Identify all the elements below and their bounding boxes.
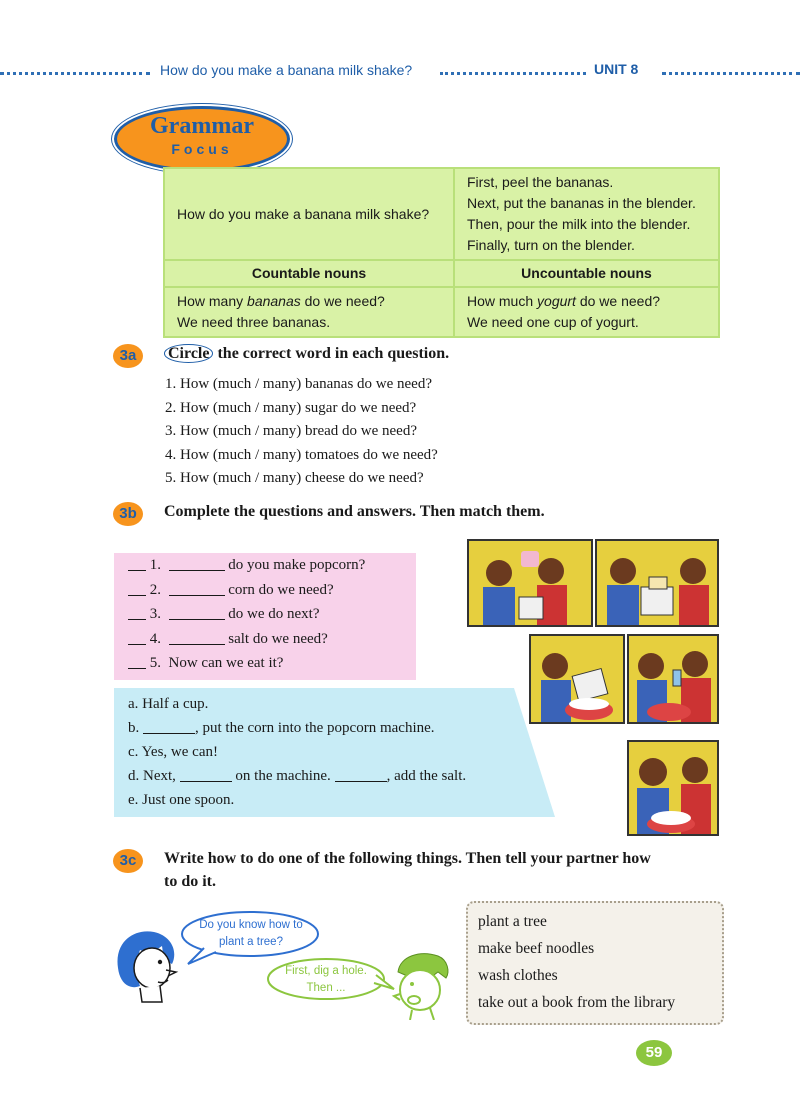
- section-3a-instruction: [164, 345, 449, 363]
- page-number: 59: [636, 1040, 672, 1066]
- speech-bubble-1-text: Do you know how to plant a tree?: [199, 919, 303, 948]
- grammar-question: How do you make a banana milk shake?: [164, 168, 454, 260]
- match-blank[interactable]: [128, 654, 146, 669]
- question-text: Now can we eat it?: [168, 655, 284, 671]
- match-blank[interactable]: [128, 605, 146, 620]
- fill-blank[interactable]: [169, 556, 225, 571]
- question-row: [128, 602, 365, 627]
- list-item[interactable]: 2. How (much / many) sugar do we need?: [165, 399, 417, 416]
- uncountable-example: [454, 287, 719, 337]
- section-3a-list: [165, 373, 438, 491]
- question-text: corn do we need?: [228, 581, 334, 598]
- boy-illustration: [390, 950, 454, 1020]
- list-item[interactable]: 4. How (much / many) tomatoes do we need?: [165, 446, 438, 463]
- tasks-list: [478, 908, 675, 1016]
- countable-header: Countable nouns: [164, 260, 454, 287]
- popcorn-picture-5: [627, 740, 719, 836]
- countable-example: [164, 287, 454, 337]
- question-number: 5.: [149, 655, 161, 671]
- question-text: salt do we need?: [228, 630, 328, 647]
- instruction-rest: the correct word in each question.: [213, 345, 450, 362]
- fill-blank[interactable]: [335, 767, 387, 782]
- fill-blank[interactable]: [169, 605, 225, 620]
- popcorn-picture-1: [467, 539, 593, 627]
- list-item[interactable]: 3. How (much / many) bread do we need?: [165, 423, 417, 439]
- step-3: Then, pour the milk into the blender.: [467, 216, 691, 232]
- match-blank[interactable]: [128, 581, 146, 596]
- section-3a-number: 3a: [113, 344, 143, 368]
- question-row: [128, 553, 365, 578]
- step-2: Next, put the bananas in the blender.: [467, 195, 696, 211]
- cq-em: bananas: [247, 293, 301, 309]
- header-dots-left: [0, 72, 150, 75]
- unit-label: UNIT 8: [594, 61, 639, 77]
- fill-blank[interactable]: [169, 581, 225, 596]
- girl-illustration: [110, 924, 186, 1004]
- question-text: do you make popcorn?: [228, 557, 366, 573]
- step-4: Finally, turn on the blender.: [467, 237, 635, 253]
- list-item[interactable]: 1. How (much / many) bananas do we need?: [165, 376, 432, 392]
- answers-list: [128, 692, 466, 812]
- header-dots-right: [662, 72, 800, 75]
- question-number: 4.: [149, 630, 161, 647]
- fill-blank[interactable]: [143, 719, 195, 734]
- question-row: [128, 651, 365, 676]
- answer-a: a. Half a cup.: [128, 696, 209, 712]
- question-row: [128, 578, 365, 603]
- answer-c: c. Yes, we can!: [128, 744, 218, 760]
- question-number: 2.: [149, 581, 161, 598]
- list-item: take out a book from the library: [478, 994, 676, 1011]
- list-item: wash clothes: [478, 967, 558, 984]
- match-blank[interactable]: [128, 556, 146, 571]
- uq-em: yogurt: [537, 293, 576, 309]
- question-text: do we do next?: [228, 606, 320, 622]
- uq-pre: How much: [467, 293, 538, 309]
- answer-d-post: , add the salt.: [386, 768, 467, 784]
- cq-post: do we need?: [300, 293, 385, 309]
- grammar-table: [163, 167, 720, 338]
- header-dots-middle: [440, 72, 586, 75]
- grammar-steps: [454, 168, 719, 260]
- answer-b-pre: b.: [128, 720, 143, 736]
- question-number: 3.: [149, 606, 161, 622]
- cq-pre: How many: [177, 293, 248, 309]
- answer-e: e. Just one spoon.: [128, 792, 235, 808]
- header-title: How do you make a banana milk shake?: [160, 62, 413, 78]
- countable-question: [177, 291, 441, 312]
- list-item[interactable]: 5. How (much / many) cheese do we need?: [165, 470, 424, 486]
- speech-bubble-2-text: First, dig a hole. Then ...: [285, 965, 367, 994]
- step-1: First, peel the bananas.: [467, 174, 614, 190]
- answer-b: [128, 716, 466, 740]
- badge-subtitle: Focus: [171, 141, 233, 157]
- answer-d-pre: d. Next,: [128, 768, 180, 784]
- popcorn-picture-2: [595, 539, 719, 627]
- uq-post: do we need?: [575, 293, 661, 309]
- popcorn-picture-3: [529, 634, 625, 724]
- section-3b-instruction: Complete the questions and answers. Then match them.: [164, 503, 545, 520]
- question-number: 1.: [149, 557, 161, 573]
- circle-word: Circle: [164, 344, 213, 363]
- question-row: [128, 627, 365, 652]
- countable-answer: We need three bananas.: [177, 314, 331, 330]
- uncountable-answer: We need one cup of yogurt.: [467, 314, 639, 330]
- answer-b-post: , put the corn into the popcorn machine.: [195, 720, 435, 736]
- list-item: plant a tree: [478, 913, 547, 930]
- fill-blank[interactable]: [169, 630, 225, 645]
- popcorn-picture-4: [627, 634, 719, 724]
- grammar-focus-badge: [114, 106, 290, 172]
- answer-d-mid: on the machine.: [231, 768, 335, 784]
- answer-d: [128, 764, 466, 788]
- questions-list: [128, 553, 365, 676]
- fill-blank[interactable]: [180, 767, 232, 782]
- section-3c-number: 3c: [113, 849, 143, 873]
- uncountable-question: [467, 291, 706, 312]
- list-item: make beef noodles: [478, 940, 595, 957]
- badge-title: Grammar: [150, 113, 254, 139]
- section-3b-number: 3b: [113, 502, 143, 526]
- match-blank[interactable]: [128, 630, 146, 645]
- section-3c-instruction-line2: to do it.: [164, 873, 216, 890]
- section-3c-instruction-line1: Write how to do one of the following things. Then tell your partner how: [164, 850, 651, 867]
- uncountable-header: Uncountable nouns: [454, 260, 719, 287]
